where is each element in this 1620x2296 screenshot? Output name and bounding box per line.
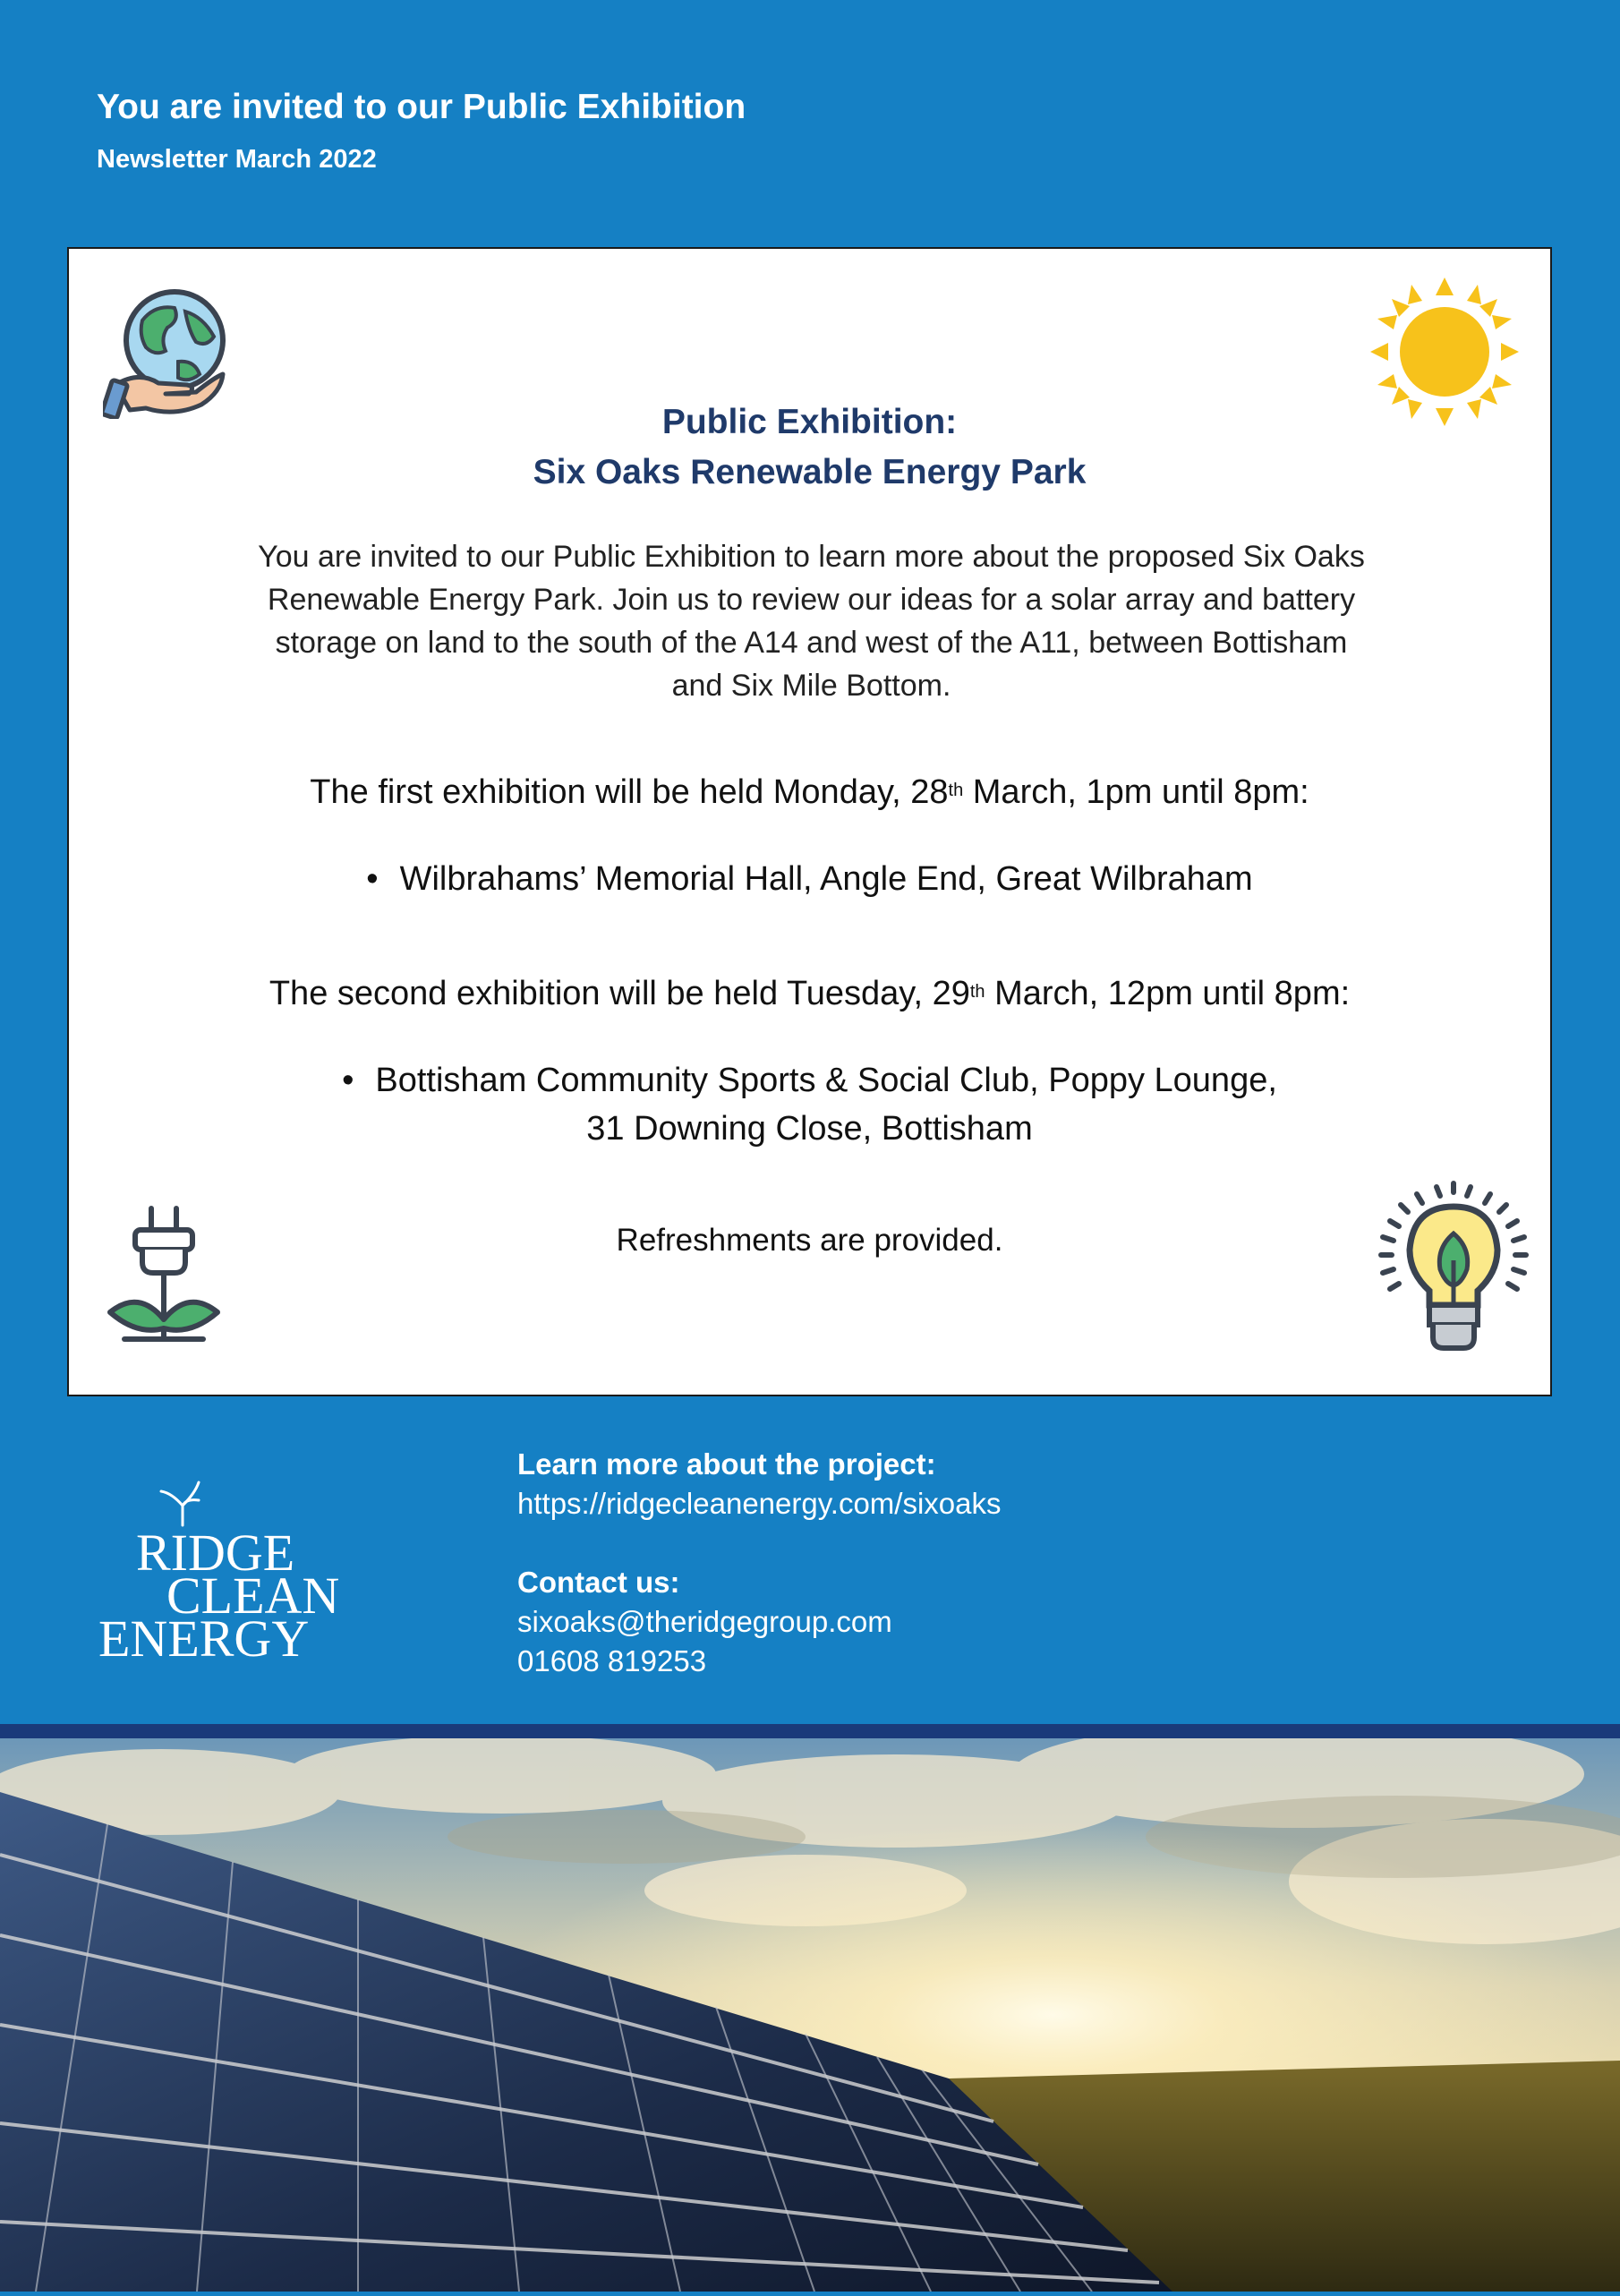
refreshments-note: Refreshments are provided. [616,1223,1003,1258]
exhibition-heading [69,397,1550,498]
contact-info [517,1445,1002,1681]
solar-panel-sunset-photo [0,1738,1620,2292]
page-title: You are invited to our Public Exhibition [97,88,746,126]
bullet-icon: • [342,1062,354,1099]
ridge-clean-energy-logo [97,1472,338,1673]
first-exhibition-date: The first exhibition will be held Monday, 28th March, 1pm until 8pm: [310,773,1309,811]
newsletter-date: Newsletter March 2022 [97,145,377,174]
learn-more-label: Learn more about the project: [517,1447,936,1481]
intro-paragraph: You are invited to our Public Exhibition to learn more about the proposed Six Oaks Renewable Energy Park. Join us to review our ideas for a solar array and battery storage on land to the south of the A14 and west of the A11, between Bottisham and Six Mile Bottom. [258,540,1365,703]
first-venue: • Wilbrahams’ Memorial Hall, Angle End, Great Wilbraham [69,855,1550,903]
contact-email-link[interactable]: sixoaks@theridgegroup.com [517,1605,892,1638]
exhibition-card [67,247,1552,1396]
bullet-icon: • [366,860,379,898]
contact-phone: 01608 819253 [517,1644,707,1677]
heading-line-2: Six Oaks Renewable Energy Park [533,453,1087,491]
page-header [97,88,746,175]
contact-label: Contact us: [517,1566,680,1599]
svg-text:RIDGE: RIDGE [136,1524,295,1582]
eco-lightbulb-icon [1377,1180,1530,1359]
second-venue: • Bottisham Community Sports & Social Club, Poppy Lounge, 31 Downing Close, Bottisham [69,1056,1550,1153]
heading-line-1: Public Exhibition: [661,403,958,441]
project-link[interactable]: https://ridgecleanenergy.com/sixoaks [517,1487,1002,1520]
svg-text:ENERGY: ENERGY [98,1609,310,1668]
footer-divider-stripe [0,1724,1620,1738]
svg-text:CLEAN: CLEAN [166,1566,338,1625]
plug-plant-icon [98,1203,232,1346]
second-exhibition-date: The second exhibition will be held Tuesday, 29th March, 12pm until 8pm: [269,975,1351,1012]
